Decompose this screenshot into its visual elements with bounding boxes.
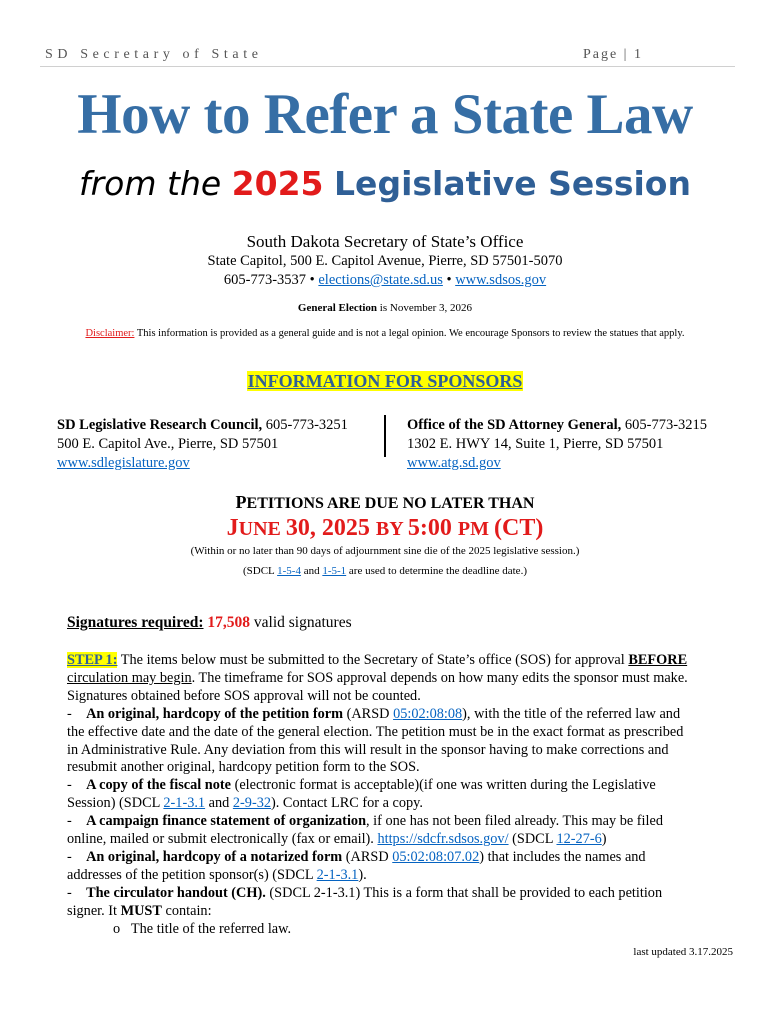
deadline-p: P [235, 492, 247, 512]
bullet-sep: • [446, 272, 452, 288]
ag-website-link[interactable]: www.atg.sd.gov [407, 455, 501, 471]
step1-section [67, 652, 697, 939]
list-item [67, 777, 697, 813]
step1-intro [67, 652, 697, 706]
item1-a: (ARSD [343, 705, 394, 722]
dash-marker: - [67, 813, 72, 830]
office-address: State Capitol, 500 E. Capitol Avenue, Pierre, SD 57501-5070 [207, 253, 563, 269]
circle-bullet-icon: o [113, 920, 121, 937]
sdcl-pre: (SDCL [243, 565, 278, 577]
office-name: South Dakota Secretary of State’s Office [246, 232, 524, 251]
header-left: SD Secretary of State [45, 47, 263, 62]
page-number: Page | 1 [582, 47, 643, 62]
deadline-date [0, 515, 770, 542]
last-updated: last updated 3.17.2025 [633, 946, 733, 958]
list-item [67, 885, 697, 921]
office-contact [0, 272, 770, 289]
item4-title: An original, hardcopy of a notarized form [86, 848, 343, 865]
email-link[interactable]: elections@state.sd.us [318, 272, 443, 288]
item3-title: A campaign finance statement of organization [86, 813, 367, 830]
sdcl-link-2-1-3-1[interactable]: 2-1-3.1 [163, 795, 206, 812]
lrc-phone: 605-773-3251 [262, 417, 348, 433]
sdcl-link-12-27-6[interactable]: 12-27-6 [556, 831, 602, 848]
item5-must: MUST [120, 902, 162, 919]
item5-c: contain: [161, 902, 212, 919]
list-item [67, 849, 697, 885]
lrc-address: 500 E. Capitol Ave., Pierre, SD 57501 [57, 436, 279, 452]
dash-marker: - [67, 884, 72, 901]
deadline-j: J [226, 515, 239, 541]
disclaimer-label: Disclaimer: [85, 328, 135, 339]
deadline-note: (Within or no later than 90 days of adjournment sine die of the 2025 legislative session.) [190, 545, 580, 557]
deadline-pm: PM [457, 518, 495, 540]
signatures-label: Signatures required: [67, 614, 204, 631]
arsd-link-08-07-02[interactable]: 05:02:08:07.02 [392, 848, 480, 865]
general-election [0, 302, 770, 314]
item2-and: and [205, 795, 233, 812]
subtitle-from: from the [79, 164, 222, 203]
deadline-une: UNE [238, 518, 286, 540]
item5-title: The circulator handout (CH). [86, 884, 266, 901]
lrc-website-link[interactable]: www.sdlegislature.gov [57, 455, 190, 471]
item2-c: ). Contact LRC for a copy. [271, 795, 423, 812]
deadline-ct: (CT) [494, 515, 544, 541]
sub-item-text: The title of the referred law. [130, 920, 292, 937]
item5-a: (SDCL 2-1-3.1) This is a form that shall be provided to each petition signer. It [67, 884, 663, 919]
item3-sd: (SDCL [508, 831, 557, 848]
website-link[interactable]: www.sdsos.gov [455, 272, 547, 288]
ag-phone: 605-773-3215 [621, 417, 708, 433]
ag-contact [407, 416, 707, 473]
dash-marker: - [67, 848, 72, 865]
header-divider [40, 66, 735, 67]
item3-a: , if one has not been filed already. This may be filed online, mailed or submit electronically (fax or email). [67, 813, 663, 848]
sdcl-link-2-9-32[interactable]: 2-9-32 [232, 795, 272, 812]
sdcfr-link[interactable]: https://sdcfr.sdsos.gov/ [377, 831, 509, 848]
item1-c: ), with the title of the referred law and the effective date and the date of the general election. The petition must be in the exact format as prescribed in Administrative Rule. Any deviation from this will result in the sponsor having to make corrections and resubmit another original, hardcopy petition form to the SOS. [67, 705, 684, 776]
sdcl-link-2-1-3-1[interactable]: 2-1-3.1 [316, 866, 359, 883]
deadline-by: BY [375, 518, 408, 540]
sub-list-item [67, 921, 697, 939]
item1-title: An original, hardcopy of the petition form [86, 705, 344, 722]
item4-c: ) that includes the names and addresses of the petition sponsor(s) (SDCL [67, 848, 646, 883]
sdcl-note [0, 565, 770, 577]
item2-a: (electronic format is acceptable)(if one was written during the Legislative Session) (SDCL [67, 777, 656, 812]
step1-label: STEP 1: [67, 652, 118, 668]
step1-before: BEFORE [628, 652, 688, 668]
signatures-count: 17,508 [207, 614, 251, 631]
ag-address: 1302 E. HWY 14, Suite 1, Pierre, SD 57501 [407, 436, 664, 452]
deadline-time: 5:00 [407, 515, 458, 541]
deadline-rest: ETITIONS ARE DUE NO LATER THAN [246, 495, 535, 512]
lrc-name: SD Legislative Research Council, [57, 417, 263, 433]
item3-c: ) [601, 831, 607, 848]
list-item [67, 813, 697, 849]
item4-a: (ARSD [342, 848, 393, 865]
list-item [67, 706, 697, 778]
info-heading-text: INFORMATION FOR SPONSORS [247, 371, 523, 391]
bullet-sep: • [309, 272, 315, 288]
signatures-required [67, 614, 352, 632]
step1-intro2: . The timeframe for SOS approval depends on how many edits the sponsor must make. Signatures obtained before SOS approval will not be counted. [67, 669, 688, 704]
dash-marker: - [67, 777, 72, 794]
step1-circ: circulation may begin [67, 669, 192, 686]
sdcl-post: are used to determine the deadline date.) [346, 565, 527, 577]
deadline-day: 30, 2025 [285, 515, 376, 541]
office-phone: 605-773-3537 [223, 272, 307, 288]
lrc-contact [57, 416, 348, 473]
document-title: How to Refer a State Law [77, 83, 693, 146]
item4-d: ). [358, 866, 367, 883]
disclaimer [0, 328, 770, 339]
ag-name: Office of the SD Attorney General, [407, 417, 622, 433]
election-label: General Election [297, 302, 378, 314]
contact-divider [384, 415, 386, 457]
arsd-link-08-08[interactable]: 05:02:08:08 [393, 705, 463, 722]
signatures-rest: valid signatures [250, 614, 352, 631]
step1-intro-text: The items below must be submitted to the Secretary of State’s office (SOS) for approval [117, 652, 629, 668]
sdcl-and: and [300, 565, 323, 577]
election-date: is November 3, 2026 [377, 302, 473, 314]
info-heading [0, 371, 770, 392]
deadline-heading [0, 492, 770, 513]
subtitle-year: 2025 [231, 164, 324, 203]
item2-title: A copy of the fiscal note [86, 777, 231, 794]
dash-marker: - [67, 705, 72, 722]
disclaimer-text: This information is provided as a general guide and is not a legal opinion. We encourage Sponsors to review the statues that apply. [134, 328, 685, 339]
sdcl-link-1-5-4[interactable]: 1-5-4 [277, 565, 301, 577]
sdcl-link-1-5-1[interactable]: 1-5-1 [322, 565, 347, 577]
subtitle-rest: Legislative Session [334, 164, 691, 203]
document-subtitle [0, 164, 770, 203]
